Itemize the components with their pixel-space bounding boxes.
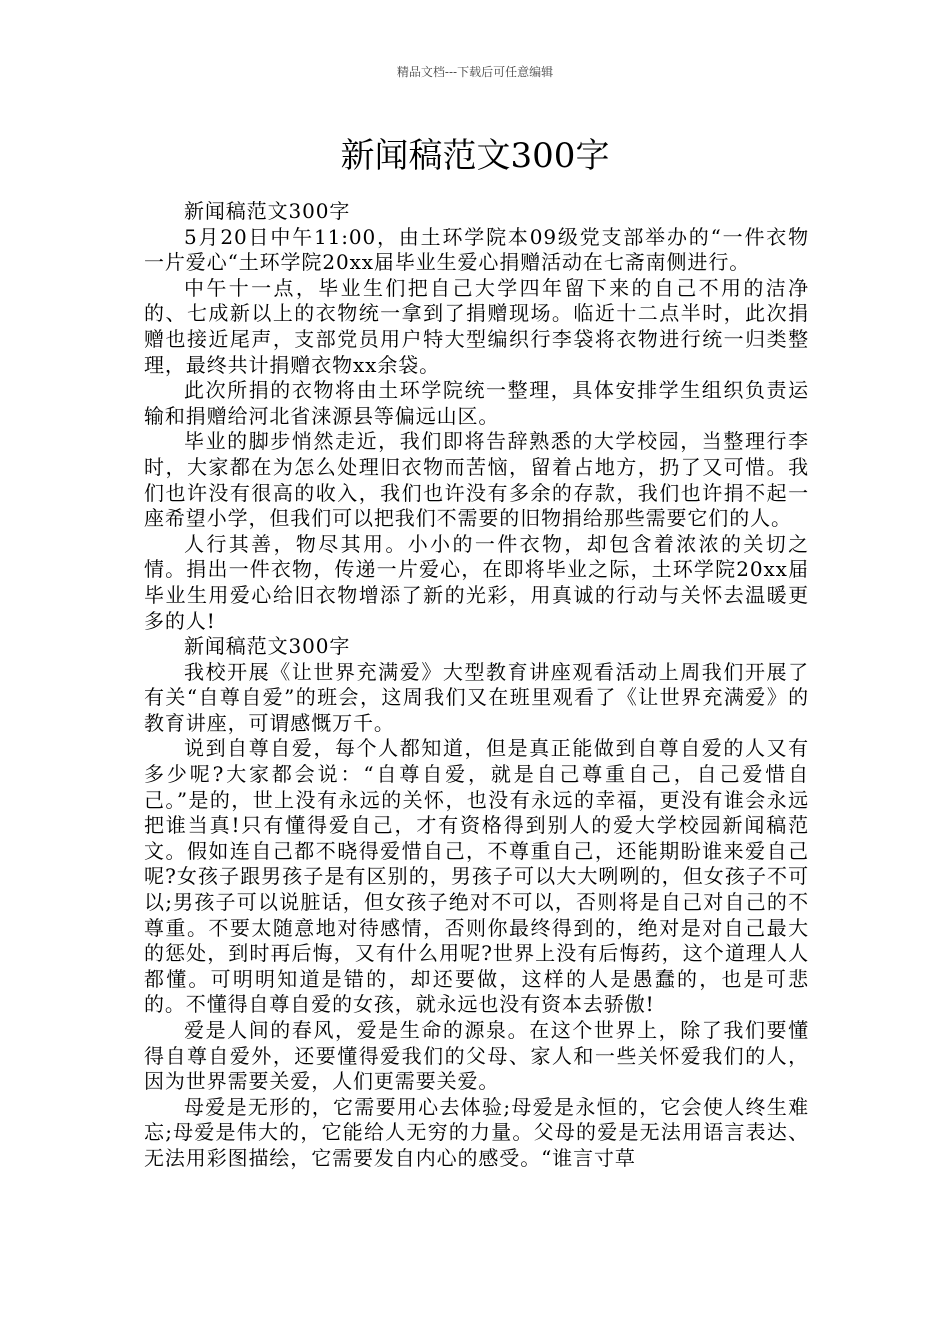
paragraph: 母爱是无形的，它需要用心去体验;母爱是永恒的，它会使人终生难忘;母爱是伟大的，它能给人无穷的力量。父母的爱是无法用语言表达、无法用彩图描绘，它需要发自内心的感受。“谁言寸草	[144, 1094, 809, 1170]
paragraph: 中午十一点，毕业生们把自己大学四年留下来的自己不用的洁净的、七成新以上的衣物统一拿到了捐赠现场。临近十二点半时，此次捐赠也接近尾声，支部党员用户特大型编织行李袋将衣物进行统一归类整理，最终共计捐赠衣物xx余袋。	[144, 275, 809, 377]
paragraph: 人行其善，物尽其用。小小的一件衣物，却包含着浓浓的关切之情。捐出一件衣物，传递一片爱心，在即将毕业之际，土环学院20xx届毕业生用爱心给旧衣物增添了新的光彩，用真诚的行动与关怀去温暖更多的人!	[144, 531, 809, 633]
paragraph: 说到自尊自爱，每个人都知道，但是真正能做到自尊自爱的人又有多少呢?大家都会说：“自尊自爱，就是自己尊重自己，自己爱惜自己。”是的，世上没有永远的关怀，也没有永远的幸福，更没有谁会永远把谁当真!只有懂得爱自己，才有资格得到别人的爱大学校园新闻稿范文。假如连自己都不晓得爱惜自己，不尊重自己，还能期盼谁来爱自己呢?女孩子跟男孩子是有区别的，男孩子可以大大咧咧的，但女孩子不可以;男孩子可以说脏话，但女孩子绝对不可以，否则将是自己对自己的不尊重。不要太随意地对待感情，否则你最终得到的，绝对是对自己最大的惩处，到时再后悔，又有什么用呢?世界上没有后悔药，这个道理人人都懂。可明明知道是错的，却还要做，这样的人是愚蠢的，也是可悲的。不懂得自尊自爱的女孩，就永远也没有资本去骄傲!	[144, 736, 809, 1017]
paragraph-subtitle-2: 新闻稿范文300字	[184, 634, 351, 659]
document-title: 新闻稿范文300字	[340, 136, 610, 176]
paragraph: 我校开展《让世界充满爱》大型教育讲座观看活动上周我们开展了有关“自尊自爱”的班会，这周我们又在班里观看了《让世界充满爱》的教育讲座，可谓感慨万千。	[144, 659, 809, 735]
page-header-watermark: 精品文档---下载后可任意编辑	[396, 65, 554, 79]
paragraph: 此次所捐的衣物将由土环学院统一整理，具体安排学生组织负责运输和捐赠给河北省涞源县等偏远山区。	[144, 378, 809, 428]
paragraph-subtitle-1: 新闻稿范文300字	[184, 199, 351, 223]
document-body	[144, 199, 817, 1172]
paragraph: 毕业的脚步悄然走近，我们即将告辞熟悉的大学校园，当整理行李时，大家都在为怎么处理旧衣物而苦恼，留着占地方，扔了又可惜。我们也许没有很高的收入，我们也许没有多余的存款，我们也许捐不起一座希望小学，但我们可以把我们不需要的旧物捐给那些需要它们的人。	[144, 429, 809, 531]
paragraph: 爱是人间的春风，爱是生命的源泉。在这个世界上，除了我们要懂得自尊自爱外，还要懂得爱我们的父母、家人和一些关怀爱我们的人，因为世界需要关爱，人们更需要关爱。	[144, 1018, 809, 1094]
paragraph: 5月20日中午11:00，由土环学院本09级党支部举办的“一件衣物 一片爱心“土环学院20xx届毕业生爱心捐赠活动在七斋南侧进行。	[144, 224, 817, 275]
